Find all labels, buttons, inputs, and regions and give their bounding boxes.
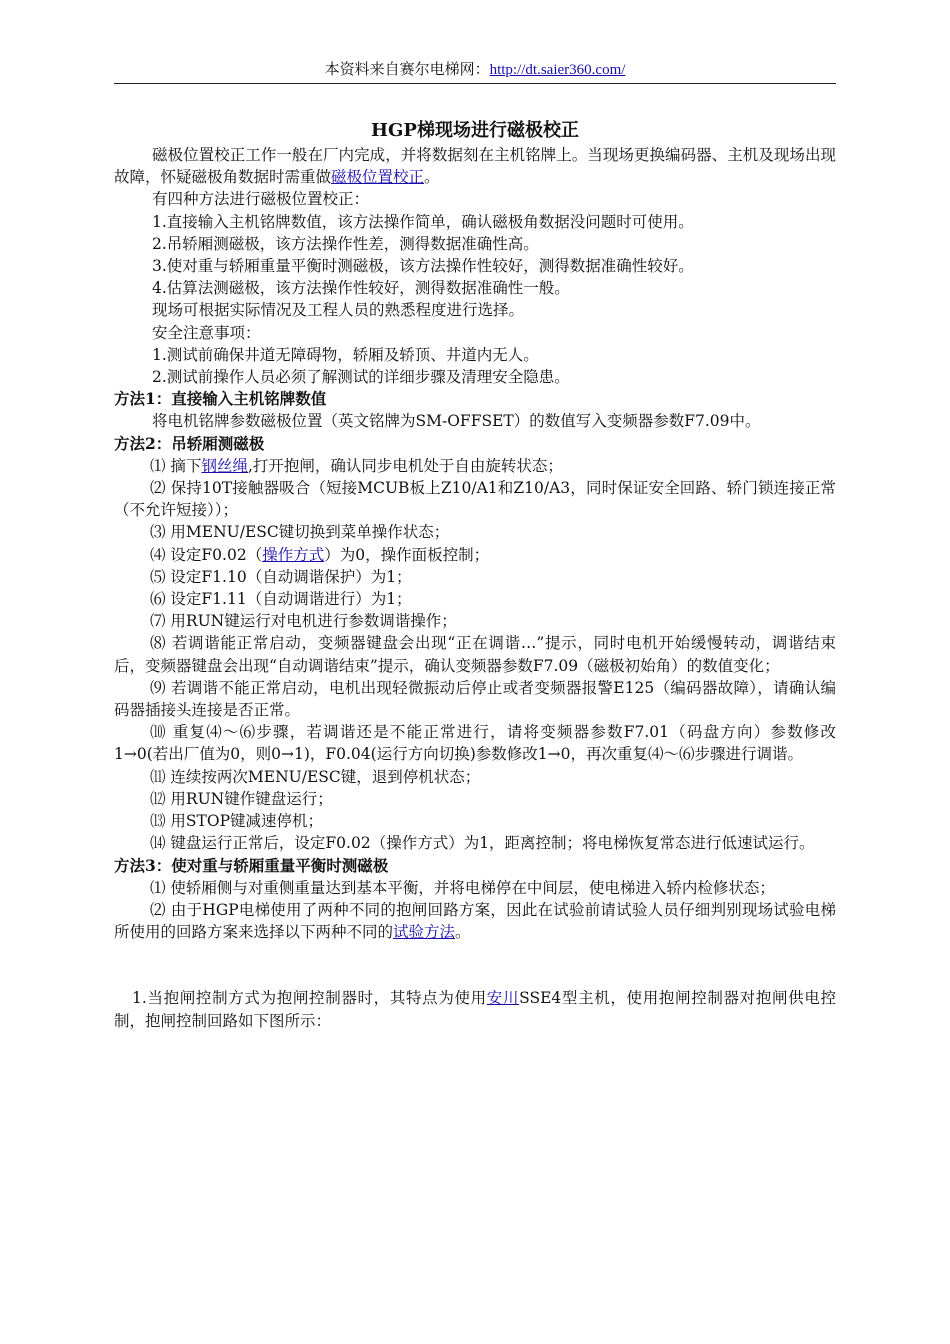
method-summary-4: 4.估算法测磁极，该方法操作性较好，测得数据准确性一般。 bbox=[152, 279, 570, 298]
method3-heading: 方法3：使对重与轿厢重量平衡时测磁极 bbox=[114, 855, 389, 875]
methods-intro: 有四种方法进行磁极位置校正： bbox=[152, 190, 370, 209]
link-operation-mode[interactable]: 操作方式 bbox=[262, 545, 325, 564]
method2-step-11: ⑾ 连续按两次MENU/ESC键，退到停机状态； bbox=[150, 767, 481, 786]
safety-item-2: 2.测试前操作人员必须了解测试的详细步骤及清理安全隐患。 bbox=[152, 368, 570, 387]
choose-note: 现场可根据实际情况及工程人员的熟悉程度进行选择。 bbox=[152, 301, 525, 320]
method-summary-2: 2.吊轿厢测磁极，该方法操作性差，测得数据准确性高。 bbox=[152, 234, 539, 253]
method2-step-4: ⑷ 设定F0.02（操作方式）为0，操作面板控制； bbox=[150, 545, 490, 564]
method-summary-3: 3.使对重与轿厢重量平衡时测磁极，该方法操作性较好，测得数据准确性较好。 bbox=[152, 257, 694, 276]
method-summary-1: 1.直接输入主机铭牌数值，该方法操作简单，确认磁极角数据没问题时可使用。 bbox=[152, 212, 694, 231]
page-header bbox=[114, 58, 836, 84]
method2-step-8: ⑻ 若调谐能正常启动，变频器键盘会出现“正在调谐…”提示，同时电机开始缓慢转动，调谐结束后，变频器键盘会出现“自动调谐结束”提示，确认变频器参数F7.09（磁极初始角）的数值变化； bbox=[114, 634, 836, 675]
intro-paragraph: 磁极位置校正工作一般在厂内完成，并将数据刻在主机铭牌上。当现场更换编码器、主机及现场出现故障，怀疑磁极角数据时需重做磁极位置校正。 bbox=[114, 146, 836, 187]
link-wire-rope[interactable]: 钢丝绳 bbox=[201, 456, 248, 475]
method2-heading: 方法2：吊轿厢测磁极 bbox=[114, 433, 265, 453]
link-yaskawa[interactable]: 安川 bbox=[486, 989, 520, 1008]
method1-text: 将电机铭牌参数磁极位置（英文铭牌为SM-OFFSET）的数值写入变频器参数F7.09中。 bbox=[152, 412, 761, 431]
document-body bbox=[114, 118, 836, 1032]
method1-heading: 方法1：直接输入主机铭牌数值 bbox=[114, 389, 327, 409]
header-source-link[interactable]: http://dt.saier360.com/ bbox=[489, 62, 626, 78]
method2-step-10: ⑽ 重复⑷～⑹步骤，若调谐还是不能正常进行，请将变频器参数F7.01（码盘方向）参数修改1→0(若出厂值为0，则0→1)，F0.04(运行方向切换)参数修改1→0，再次重复⑷～⑹步骤进行调谐。 bbox=[114, 723, 836, 764]
method2-step-6: ⑹ 设定F1.11（自动调谐进行）为1； bbox=[150, 590, 412, 609]
method2-step-7: ⑺ 用RUN键运行对电机进行参数调谐操作； bbox=[150, 612, 457, 631]
paragraph-gap bbox=[114, 943, 836, 987]
method2-step-2: ⑵ 保持10T接触器吸合（短接MCUB板上Z10/A1和Z10/A3，同时保证安全回路、轿门锁连接正常（不允许短接））； bbox=[114, 479, 836, 520]
method2-step-1: ⑴ 摘下钢丝绳,打开抱闸，确认同步电机处于自由旋转状态； bbox=[150, 456, 563, 475]
link-magnetic-pole-calibration[interactable]: 磁极位置校正 bbox=[331, 168, 425, 187]
method2-step-14: ⒁ 键盘运行正常后，设定F0.02（操作方式）为1，距离控制；将电梯恢复常态进行低速试运行。 bbox=[150, 834, 815, 853]
safety-item-1: 1.测试前确保井道无障碍物，轿厢及轿顶、井道内无人。 bbox=[152, 345, 539, 364]
method2-step-12: ⑿ 用RUN键作键盘运行； bbox=[150, 789, 333, 808]
method2-step-5: ⑸ 设定F1.10（自动调谐保护）为1； bbox=[150, 567, 412, 586]
method2-step-3: ⑶ 用MENU/ESC键切换到菜单操作状态； bbox=[150, 523, 450, 542]
method3-step-1: ⑴ 使轿厢侧与对重侧重量达到基本平衡，并将电梯停在中间层，使电梯进入轿内检修状态； bbox=[150, 878, 775, 897]
link-test-method[interactable]: 试验方法 bbox=[393, 923, 456, 942]
header-source-text: 本资料来自赛尔电梯网： bbox=[324, 60, 490, 78]
document-title: HGP梯现场进行磁极校正 bbox=[371, 120, 579, 141]
brake-controller-paragraph: 1.当抱闸控制方式为抱闸控制器时，其特点为使用安川SSE4型主机，使用抱闸控制器对抱闸供电控制，抱闸控制回路如下图所示： bbox=[114, 989, 836, 1030]
method2-step-13: ⒀ 用STOP键减速停机； bbox=[150, 812, 324, 831]
method3-step-2: ⑵ 由于HGP电梯使用了两种不同的抱闸回路方案，因此在试验前请试验人员仔细判别现场试验电梯所使用的回路方案来选择以下两种不同的试验方法。 bbox=[114, 900, 836, 942]
method2-step-9: ⑼ 若调谐不能正常启动，电机出现轻微振动后停止或者变频器报警E125（编码器故障），请确认编码器插接头连接是否正常。 bbox=[114, 678, 836, 720]
safety-heading: 安全注意事项： bbox=[152, 323, 261, 342]
